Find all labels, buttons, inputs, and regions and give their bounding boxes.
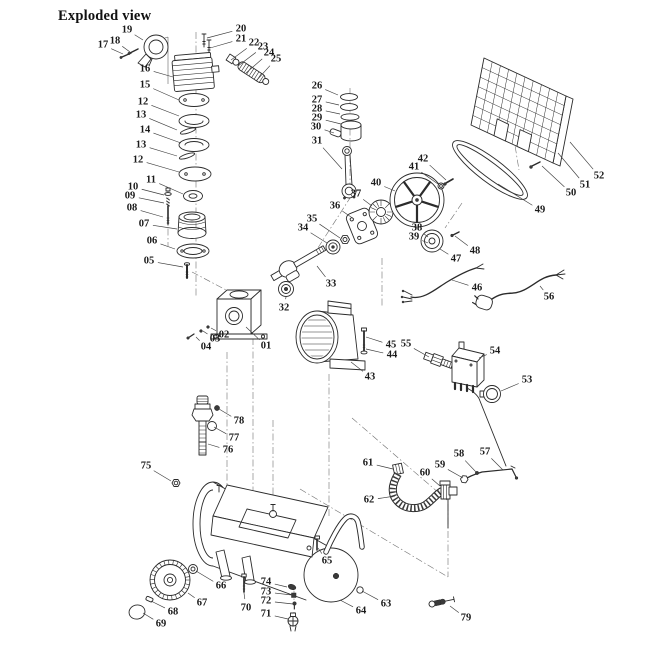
leader-line-17 [111,49,123,54]
part-label-07: 07 [138,218,150,230]
part-label-20: 20 [235,23,247,35]
leader-line-45 [366,337,382,342]
part-label-13: 13 [135,109,147,121]
part-label-29: 29 [311,112,323,124]
part-label-42: 42 [417,153,429,165]
leader-line-13 [150,148,177,156]
part-label-79: 79 [460,612,472,624]
leader-line-71 [275,616,288,619]
flywheel [390,173,444,227]
leader-line-29 [326,120,341,124]
cylinder-head [172,52,221,92]
motor-pulley [421,230,443,252]
leader-line-52 [570,142,593,169]
part-label-46: 46 [471,282,483,294]
part-label-19: 19 [121,24,133,36]
part-label-70: 70 [240,602,252,614]
pulley-key [451,232,459,237]
motor-bolt [361,328,367,354]
leader-line-59 [448,469,463,478]
leader-line-57 [491,458,503,470]
part-label-71: 71 [260,608,272,620]
part-label-67: 67 [196,597,208,609]
part-label-49: 49 [534,204,546,216]
crankcase-bolts [187,326,210,340]
bearing-32 [279,282,294,297]
part-label-55: 55 [400,338,412,350]
leader-line-21 [210,42,232,48]
part-label-41: 41 [408,161,420,173]
elbow-fitting [440,481,457,528]
piston [341,121,361,141]
leader-line-37 [363,199,372,206]
belt-guard [471,58,573,169]
crankshaft [268,241,330,288]
hub-cap [127,603,146,621]
leader-line-07 [153,225,177,229]
part-label-48: 48 [469,245,481,257]
part-label-38: 38 [411,222,423,234]
piston-rings [341,94,360,121]
part-label-32: 32 [278,302,290,314]
leader-line-02 [211,328,216,331]
leader-line-61 [377,465,393,469]
part-label-60: 60 [419,467,431,479]
part-label-40: 40 [370,177,382,189]
part-label-03: 03 [209,333,221,345]
leader-line-75 [154,471,171,481]
part-label-58: 58 [453,448,465,460]
leader-line-13 [149,118,177,130]
guard-screw [530,162,541,169]
part-label-73: 73 [260,586,272,598]
leader-line-60 [432,479,440,486]
leader-line-09 [139,198,164,203]
leader-line-35 [319,224,340,238]
leader-line-58 [465,461,476,472]
part-label-01: 01 [260,340,272,352]
part-label-24: 24 [263,47,275,59]
part-label-53: 53 [521,374,533,386]
part-label-56: 56 [543,291,555,303]
part-label-37: 37 [350,188,362,200]
leader-line-12 [147,163,179,172]
part-label-44: 44 [386,349,398,361]
leader-line-69 [143,613,153,619]
fan-disc-37 [369,200,393,224]
leader-line-66 [196,571,213,581]
part-label-12: 12 [137,96,149,108]
leader-line-51 [558,153,579,178]
part-label-78: 78 [233,415,245,427]
part-label-50: 50 [565,187,577,199]
part-label-04: 04 [200,341,212,353]
part-label-39: 39 [408,231,420,243]
part-label-69: 69 [155,618,167,630]
page-title: Exploded view [58,8,152,24]
part-label-26: 26 [311,80,323,92]
head-long-bolt [165,188,171,224]
leader-line-10 [142,189,164,195]
part-label-74: 74 [260,576,272,588]
leader-line-05 [158,263,183,267]
leader-line-48 [455,236,468,246]
leader-line-19 [135,35,143,40]
nut-35 [341,236,350,244]
part-label-30: 30 [310,121,322,133]
part-label-77: 77 [228,432,240,444]
fitting-79 [428,596,454,607]
leader-line-08 [141,211,163,217]
leader-line-47 [440,249,448,254]
part-label-28: 28 [311,103,323,115]
wrist-pin [329,128,341,137]
part-label-52: 52 [593,170,605,182]
tank-plug [172,480,180,487]
part-label-75: 75 [140,460,152,472]
part-label-61: 61 [362,457,374,469]
part-label-08: 08 [126,202,138,214]
bearing-34 [326,240,340,254]
leader-line-77 [214,427,226,434]
part-label-68: 68 [167,606,179,618]
leader-line-78 [219,409,231,416]
part-label-34: 34 [297,222,309,234]
part-label-72: 72 [260,595,272,607]
leader-line-76 [208,444,219,447]
part-label-51: 51 [579,179,591,191]
part-label-13: 13 [135,139,147,151]
part-label-10: 10 [127,181,139,193]
part-label-16: 16 [139,63,151,75]
part-label-06: 06 [146,235,158,247]
leader-line-04 [196,337,200,341]
stud-bolt [184,263,189,278]
part-label-66: 66 [215,580,227,592]
wheel [150,560,190,600]
head-bolts [202,34,211,53]
leader-line-22 [231,48,247,60]
leader-line-03 [203,331,208,334]
part-label-17: 17 [97,39,109,51]
part-label-35: 35 [306,213,318,225]
wheel-washer [189,565,198,574]
part-label-65: 65 [321,555,333,567]
leader-line-68 [151,601,165,608]
part-label-14: 14 [139,124,151,136]
leader-line-53 [501,384,519,391]
leader-line-63 [362,591,378,600]
leader-line-28 [326,111,340,114]
leader-line-31 [323,148,342,169]
part-label-64: 64 [355,605,367,617]
part-label-47: 47 [450,253,462,265]
leader-line-16 [154,71,173,77]
part-label-31: 31 [311,135,323,147]
part-label-05: 05 [143,255,155,267]
leader-line-79 [450,606,459,613]
leader-line-27 [326,102,339,105]
leader-line-33 [317,266,325,277]
part-label-33: 33 [325,278,337,290]
cylinder-gasket [177,244,209,258]
part-label-63: 63 [380,598,392,610]
motor [296,301,365,370]
part-label-09: 09 [124,190,136,202]
part-label-18: 18 [109,35,121,47]
leader-line-20 [207,31,232,38]
leader-line-18 [122,46,130,52]
leader-line-34 [311,233,327,243]
part-label-45: 45 [385,339,397,351]
part-label-25: 25 [270,53,282,65]
part-label-12: 12 [132,154,144,166]
part-label-11: 11 [146,174,156,186]
leader-line-11 [159,184,183,194]
leader-line-14 [153,133,181,143]
check-valve [423,351,454,370]
leader-line-12 [151,105,179,116]
leader-line-64 [340,600,353,607]
leader-line-50 [542,166,564,187]
part-label-27: 27 [311,94,323,106]
pressure-gauge [480,386,501,403]
part-label-23: 23 [257,41,269,53]
leader-line-26 [325,90,338,95]
part-label-02: 02 [218,329,230,341]
leader-line-67 [188,593,195,598]
handle [326,516,362,552]
flywheel-washer [438,183,444,189]
leader-line-72 [275,602,293,604]
part-label-36: 36 [329,200,341,212]
valve-plate-stack [179,94,211,202]
part-label-43: 43 [364,371,376,383]
leader-line-56 [540,286,543,290]
leader-line-44 [366,349,383,353]
part-label-57: 57 [479,446,491,458]
cylinder [178,212,206,239]
part-label-15: 15 [139,79,151,91]
part-label-62: 62 [363,494,375,506]
discharge-tube [461,466,518,483]
leader-line-70 [244,593,245,599]
leader-line-46 [452,280,468,285]
part-label-59: 59 [434,459,446,471]
part-label-21: 21 [235,33,247,45]
part-label-22: 22 [248,37,260,49]
flywheel-bolt [444,179,453,185]
part-label-54: 54 [489,345,501,357]
part-label-76: 76 [222,444,234,456]
